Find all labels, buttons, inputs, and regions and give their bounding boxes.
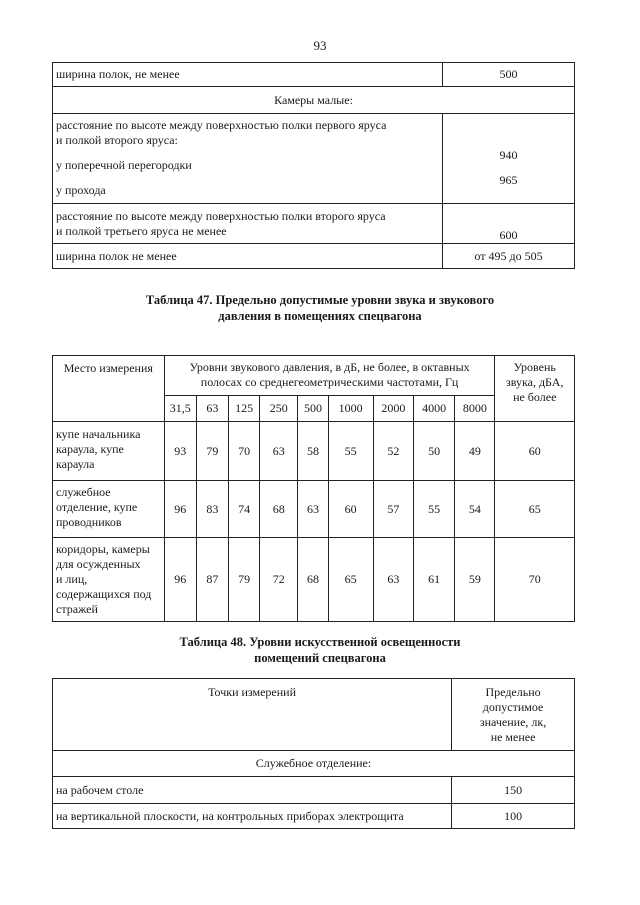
- place-line: караула: [56, 457, 95, 471]
- row-label: у поперечной перегородки: [56, 158, 192, 172]
- place-line: стражей: [56, 602, 98, 616]
- label-line: расстояние по высоте между поверхностью полки второго яруса: [56, 208, 386, 223]
- table-48-illumination: [52, 678, 575, 829]
- value-cell: 83: [196, 481, 228, 538]
- label-line: и полкой третьего яруса не менее: [56, 223, 227, 238]
- table-row: [53, 87, 575, 114]
- table-header-row: [53, 356, 575, 396]
- value-cell: 63: [373, 538, 413, 622]
- frequency-cell: 8000: [455, 396, 495, 422]
- section-heading: Камеры малые:: [53, 87, 575, 114]
- place-line: коридоры, камеры: [56, 542, 150, 556]
- row-value: 150: [452, 777, 575, 804]
- row-value: 965: [499, 173, 518, 187]
- table-row: [53, 538, 575, 622]
- place-line: купе начальника: [56, 427, 141, 441]
- place-cell: [53, 422, 165, 481]
- header-levels: [164, 356, 495, 396]
- row-value: 600: [443, 204, 575, 244]
- header-line: Предельно: [485, 685, 541, 699]
- table-row: [53, 244, 575, 269]
- value-cell: 70: [228, 422, 259, 481]
- row-value: 500: [443, 63, 575, 87]
- table-47-caption: [0, 292, 640, 324]
- value-cell: 74: [228, 481, 259, 538]
- value-cell: 96: [164, 538, 196, 622]
- row-label: [53, 204, 443, 244]
- row-label: [53, 114, 443, 204]
- place-line: отделение, купе: [56, 500, 138, 514]
- value-cell: 68: [260, 481, 298, 538]
- value-cell: 96: [164, 481, 196, 538]
- caption-line: помещений спецвагона: [254, 651, 386, 665]
- header-points: Точки измерений: [53, 679, 452, 751]
- value-cell: 49: [455, 422, 495, 481]
- frequency-cell: 1000: [328, 396, 373, 422]
- header-line: Уровни звукового давления, в дБ, не более, в октавных: [189, 360, 470, 374]
- value-cell: 79: [228, 538, 259, 622]
- table-row: [53, 204, 575, 244]
- table-shelf-dimensions: [52, 62, 575, 269]
- row-label: на рабочем столе: [53, 777, 452, 804]
- frequency-cell: 31,5: [164, 396, 196, 422]
- place-line: содержащихся под: [56, 587, 152, 601]
- value-cell: 72: [260, 538, 298, 622]
- table-row: [53, 481, 575, 538]
- value-cell: 52: [373, 422, 413, 481]
- row-label: на вертикальной плоскости, на контрольных приборах электрощита: [53, 804, 452, 829]
- page-number: 93: [313, 38, 327, 53]
- caption-line: Таблица 48. Уровни искусственной освещенности: [179, 635, 461, 649]
- value-cell: 61: [414, 538, 455, 622]
- value-cell: 58: [298, 422, 328, 481]
- caption-line: Таблица 47. Предельно допустимые уровни звука и звукового: [145, 293, 495, 307]
- value-cell: 63: [260, 422, 298, 481]
- frequency-cell: 63: [196, 396, 228, 422]
- total-cell: 70: [495, 538, 575, 622]
- total-cell: 65: [495, 481, 575, 538]
- row-value: 100: [452, 804, 575, 829]
- table-row: [53, 63, 575, 87]
- table-row: [53, 422, 575, 481]
- frequency-cell: 125: [228, 396, 259, 422]
- table-47-sound-levels: [52, 355, 575, 622]
- header-limit: [452, 679, 575, 751]
- place-cell: [53, 538, 165, 622]
- row-value: [443, 114, 575, 204]
- table-row: [53, 804, 575, 829]
- value-cell: 55: [414, 481, 455, 538]
- header-line: допустимое: [482, 700, 544, 714]
- value-cell: 87: [196, 538, 228, 622]
- label-line: и полкой второго яруса:: [56, 133, 178, 147]
- place-line: проводников: [56, 515, 122, 529]
- frequency-cell: 500: [298, 396, 328, 422]
- table-header-row: [53, 679, 575, 751]
- label-line: расстояние по высоте между поверхностью полки первого яруса: [56, 118, 387, 132]
- header-line: Уровень: [513, 360, 556, 374]
- place-line: и лиц,: [56, 572, 88, 586]
- frequency-cell: 250: [260, 396, 298, 422]
- value-cell: 55: [328, 422, 373, 481]
- row-value: 940: [499, 148, 518, 162]
- value-cell: 57: [373, 481, 413, 538]
- header-line: значение, лк,: [479, 715, 547, 729]
- place-line: караула, купе: [56, 442, 124, 456]
- header-total: [495, 356, 575, 422]
- place-line: служебное: [56, 485, 111, 499]
- value-cell: 54: [455, 481, 495, 538]
- row-value: от 495 до 505: [443, 244, 575, 269]
- value-cell: 50: [414, 422, 455, 481]
- header-line: полосах со среднегеометрическими частотами, Гц: [200, 375, 459, 389]
- table-row: [53, 777, 575, 804]
- section-heading: Служебное отделение:: [53, 751, 575, 777]
- table-row: [53, 751, 575, 777]
- value-cell: 59: [455, 538, 495, 622]
- table-48-caption: [0, 634, 640, 666]
- header-place: Место измерения: [53, 356, 165, 422]
- frequency-cell: 2000: [373, 396, 413, 422]
- frequency-cell: 4000: [414, 396, 455, 422]
- header-line: не более: [513, 390, 557, 404]
- value-cell: 79: [196, 422, 228, 481]
- place-cell: [53, 481, 165, 538]
- value-cell: 68: [298, 538, 328, 622]
- value-cell: 63: [298, 481, 328, 538]
- row-label: ширина полок не менее: [53, 244, 443, 269]
- row-label: ширина полок, не менее: [53, 63, 443, 87]
- value-cell: 93: [164, 422, 196, 481]
- row-label: у прохода: [56, 183, 106, 197]
- value-cell: 65: [328, 538, 373, 622]
- table-row: [53, 114, 575, 204]
- header-line: не менее: [490, 730, 536, 744]
- header-line: звука, дБА,: [505, 375, 564, 389]
- value-cell: 60: [328, 481, 373, 538]
- caption-line: давления в помещениях спецвагона: [218, 309, 422, 323]
- total-cell: 60: [495, 422, 575, 481]
- place-line: для осужденных: [56, 557, 141, 571]
